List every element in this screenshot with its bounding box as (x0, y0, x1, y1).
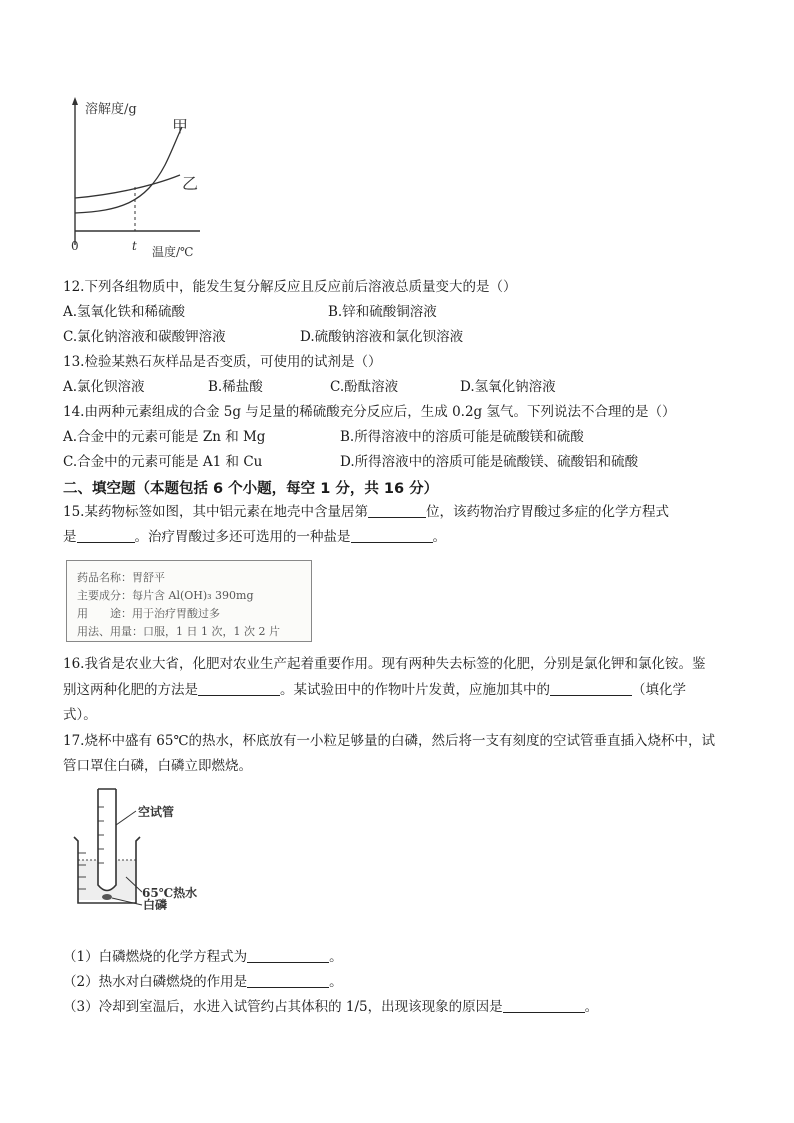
q17-sub1-text: （1）白磷燃烧的化学方程式为 (63, 949, 248, 965)
q16-text-b: 。某试验田中的作物叶片发黄，应施加其中的 (280, 682, 550, 698)
q17-sub2-end: 。 (329, 974, 343, 990)
q12-option-b: B.锌和硫酸铜溶液 (328, 304, 437, 320)
curve-jia-label: 甲 (172, 117, 189, 136)
q15-line1 (63, 503, 669, 521)
q13-option-b: B.稀盐酸 (208, 379, 263, 395)
drug-label-figure (66, 560, 312, 642)
q16-line3: 式）。 (63, 707, 97, 723)
drug-usage: 用 途：用于治疗胃酸过多 (77, 607, 220, 620)
x-axis-label: 温度/℃ (152, 245, 194, 259)
q15-text-e: 。 (432, 529, 446, 545)
q16-line1: 16.我省是农业大省，化肥对农业生产起着重要作用。现有两种失去标签的化肥，分别是氯化钾和氯化铵。鉴 (63, 656, 706, 672)
q17-blank-2[interactable] (247, 973, 329, 988)
drug-ingredient: 主要成分：每片含 Al(OH)₃ 390mg (77, 589, 254, 602)
q14-option-a: A.合金中的元素可能是 Zn 和 Mg (63, 429, 266, 445)
apparatus-figure (70, 785, 210, 910)
q17-sub3 (63, 998, 598, 1016)
q15-blank-3[interactable] (351, 528, 433, 543)
solubility-graph (60, 95, 210, 260)
q17-blank-1[interactable] (247, 948, 329, 963)
q17-line1: 17.烧杯中盛有 65℃的热水，杯底放有一小粒足够量的白磷，然后将一支有刻度的空试管垂直插入烧杯中，试 (63, 733, 716, 749)
q12-stem: 12.下列各组物质中，能发生复分解反应且反应前后溶液总质量变大的是（） (63, 279, 517, 295)
q13-option-a: A.氯化钡溶液 (63, 379, 145, 395)
q17-sub2-text: （2）热水对白磷燃烧的作用是 (63, 974, 248, 990)
q14-option-b: B.所得溶液中的溶质可能是硫酸镁和硫酸 (340, 429, 584, 445)
q15-line2 (63, 528, 446, 546)
q15-blank-1[interactable] (368, 503, 426, 518)
q13-option-d: D.氢氧化钠溶液 (460, 379, 556, 395)
q16-blank-2[interactable] (550, 681, 632, 696)
q16-text-c: （填化学 (632, 682, 686, 698)
white-phosphorus (102, 894, 112, 900)
q15-text-c: 是 (63, 529, 77, 545)
section-heading: 二、填空题（本题包括 6 个小题，每空 1 分，共 16 分） (63, 481, 439, 497)
origin-label: 0 (71, 239, 79, 253)
curve-yi-label: 乙 (182, 174, 199, 193)
q17-blank-3[interactable] (503, 998, 585, 1013)
q13-option-c: C.酚酞溶液 (330, 379, 399, 395)
q17-sub3-end: 。 (584, 999, 599, 1015)
q12-option-d: D.硫酸钠溶液和氯化钡溶液 (300, 329, 464, 345)
drug-name: 药品名称：胃舒平 (77, 571, 165, 584)
q16-line2 (63, 681, 686, 699)
q15-text-b: 位，该药物治疗胃酸过多症的化学方程式 (425, 504, 669, 520)
label-empty-tube: 空试管 (138, 805, 175, 819)
q17-line2: 管口罩住白磷，白磷立即燃烧。 (63, 758, 252, 774)
q17-sub1-end: 。 (329, 949, 343, 965)
q12-option-c: C.氯化钠溶液和碳酸钾溶液 (63, 329, 226, 345)
q15-text-a: 15.某药物标签如图，其中铝元素在地壳中含量居第 (63, 504, 368, 520)
q15-text-d: 。治疗胃酸过多还可选用的一种盐是 (134, 529, 351, 545)
leader-tube (116, 811, 136, 825)
q15-blank-2[interactable] (77, 528, 135, 543)
q16-text-a: 别这两种化肥的方法是 (63, 682, 198, 698)
q16-blank-1[interactable] (198, 681, 280, 696)
q14-stem: 14.由两种元素组成的合金 5g 与足量的稀硫酸充分反应后，生成 0.2g 氢气。下列说法不合理的是（） (63, 404, 676, 420)
t-label: t (132, 239, 137, 253)
test-tube (98, 789, 116, 891)
q14-option-d: D.所得溶液中的溶质可能是硫酸镁、硫酸铝和硫酸 (340, 454, 639, 470)
q17-sub3-text: （3）冷却到室温后，水进入试管约占其体积的 1/5，出现该现象的原因是 (63, 999, 503, 1015)
q17-sub2 (63, 973, 343, 991)
q14-option-c: C.合金中的元素可能是 A1 和 Cu (63, 454, 263, 470)
label-white-phosphorus: 白磷 (143, 898, 168, 910)
q17-sub1 (63, 948, 343, 966)
q13-stem: 13.检验某熟石灰样品是否变质，可使用的试剂是（） (63, 354, 382, 370)
y-axis-arrow (72, 97, 78, 105)
y-axis-label: 溶解度/g (85, 102, 137, 117)
curve-jia (75, 127, 182, 213)
drug-dosage: 用法、用量：口服，1 日 1 次，1 次 2 片 (77, 625, 280, 638)
q12-option-a: A.氢氧化铁和稀硫酸 (63, 304, 186, 320)
curve-yi (75, 175, 180, 198)
label-hot-water: 65℃热水 (142, 886, 198, 900)
